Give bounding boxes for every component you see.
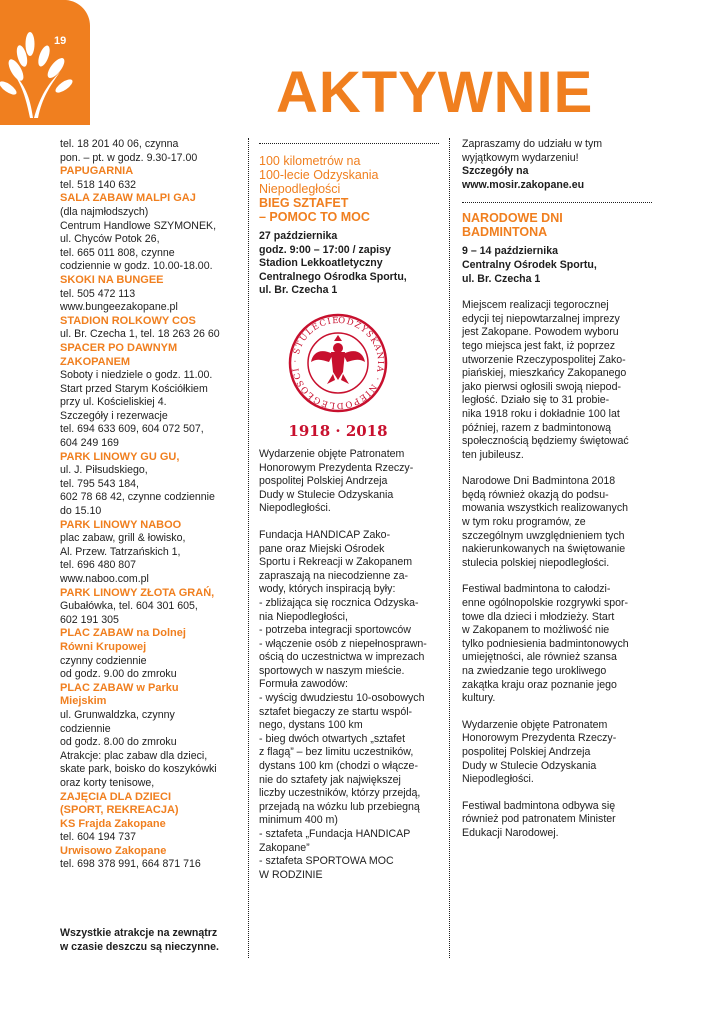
paragraph-line: - potrzeba integracji sportowców [259,624,411,637]
attraction-info: 604 249 169 [60,437,119,450]
badminton-description [462,286,652,840]
event-title [259,154,439,224]
attraction-name: KS Frajda Zakopane [60,817,166,830]
attraction-info: ul. Br. Czecha 1, tel. 18 263 26 60 [60,328,220,341]
attraction-info: Soboty i niedziele o godz. 11.00. [60,369,213,382]
event-detail-line: godz. 9:00 – 17:00 / zapisy [259,243,391,256]
attraction-info: tel. 696 480 807 [60,559,136,572]
badminton-title-line: NARODOWE DNI [462,211,563,226]
attraction-info: tel. 505 472 113 [60,287,136,300]
paragraph-line: nia Niepodległości, [259,610,348,623]
attraction-info: tel. 518 140 632 [60,178,136,191]
event-details [259,230,439,298]
paragraph-line: towe dla dzieci i młodzieży. Start [462,610,615,623]
details-label: Szczegóły na [462,165,529,178]
attraction-name: ZAKOPANEM [60,355,131,368]
attraction-info: pon. – pt. w godz. 9.30-17.00 [60,151,198,164]
paragraph-line: ległość. Działo się to 31 probie- [462,394,610,407]
paragraph-line: później, razem z badmintonową [462,421,611,434]
paragraph-line: Narodowe Dni Badmintona 2018 [462,475,616,488]
badminton-detail-line: 9 – 14 października [462,245,558,258]
attraction-name: SALA ZABAW MALPI GAJ [60,192,196,205]
paragraph-line: na zwiedzanie tego urokliwego [462,665,607,677]
paragraph-line: Festiwal badmintona odbywa się [462,799,616,812]
event-detail-line: Centralnego Ośrodka Sportu, [259,270,407,283]
paragraph-gap [462,462,652,475]
attraction-info: Gubałówka, tel. 604 301 605, [60,600,198,613]
paragraph-line: w tym roku programów, ze [462,516,586,529]
paragraph-line: enne ogólnopolskie rozgrywki spor- [462,597,629,610]
attraction-name: SPACER PO DAWNYM [60,341,178,354]
attraction-info: ul. Chyców Potok 26, [60,233,160,246]
paragraph-line: edycji tej niepowtarzalnej imprezy [462,312,620,325]
paragraph-line: Wydarzenie objęte Patronatem [462,718,608,731]
paragraph-line: zapraszają na niecodzienne za- [259,569,408,582]
paragraph-line: pane oraz Miejski Ośrodek [259,542,385,555]
attraction-name: PLAC ZABAW na Dolnej [60,627,186,640]
paragraph-line: jako pierwsi ogłosili swoją niepod- [462,380,621,393]
attraction-info: Al. Przew. Tatrzańskich 1, [60,545,181,558]
paragraph-line: z flagą” – bez limitu uczestników, [259,746,414,759]
paragraph-line: jest Zakopane. Powodem wyboru [462,326,619,339]
event-detail-line: Stadion Lekkoatletyczny [259,257,383,270]
paragraph-line: sportowych w naszym mieście. [259,664,405,677]
paragraph-line: Honorowym Prezydenta Rzeczy- [259,461,414,474]
attraction-name: PARK LINOWY NABOO [60,518,182,531]
attraction-info: ul. Grunwaldzka, czynny [60,708,175,721]
event-detail-line: 27 października [259,230,338,242]
paragraph-line: Wydarzenie objęte Patronatem [259,447,405,460]
event-title-caps: – POMOC TO MOC [259,210,370,224]
attraction-info: tel. 665 011 808, czynne [60,246,175,259]
attraction-info: do 15.10 [60,505,102,518]
attraction-info: Start przed Starym Kościółkiem [60,382,208,395]
paragraph-line: - bieg dwóch otwartych „sztafet [259,732,406,745]
attraction-info: plac zabaw, grill & łowisko, [60,532,186,545]
paragraph-line: - włączenie osób z niepełnosprawn- [259,637,427,650]
attraction-name: PARK LINOWY ZŁOTA GRAŃ, [60,586,215,599]
paragraph-line: piańskiej, mieszkańcy Zakopanego [462,367,627,380]
col2-top-rule [259,143,439,144]
emblem-years: 1918 · 2018 [288,421,388,440]
website-link[interactable]: www.mosir.zakopane.eu [462,178,585,191]
paragraph-line: Niepodległości. [259,502,331,515]
badminton-details [462,245,652,286]
paragraph-line: nakierunkowanych na świętowanie [462,543,626,556]
attraction-info: Atrakcje: plac zabaw dla dzieci, [60,749,208,762]
paragraph-line: - sztafeta SPORTOWA MOC [259,855,394,868]
attraction-name: (SPORT, REKREACJA) [60,804,179,817]
event-title-line: Niepodległości [259,182,341,196]
paragraph-gap [462,787,652,800]
attraction-info: od godz. 8.00 do zmroku [60,736,177,749]
event-detail-line: ul. Br. Czecha 1 [259,284,338,297]
attraction-info: przy ul. Kościeliskiej 4. [60,396,167,409]
paragraph-line: ten jubileusz. [462,448,524,461]
column-divider-left [248,138,249,958]
attraction-name: PAPUGARNIA [60,165,134,178]
attraction-info: 602 191 305 [60,613,119,626]
attraction-info: (dla najmłodszych) [60,205,149,218]
attraction-info: tel. 795 543 184, [60,477,139,490]
paragraph-line: mowania wszystkich realizowanych [462,502,629,515]
rain-note [60,927,238,954]
attraction-info: tel. 18 201 40 06, czynna [60,138,179,150]
paragraph-line: W RODZINIE [259,868,323,881]
paragraph-line: - sztafeta „Fundacja HANDICAP [259,828,411,840]
paragraph-line: - zbliżająca się rocznica Odzyska- [259,596,419,609]
paragraph-line: szczególnym uwzględnieniem tych [462,529,625,542]
emblem-ring-text: ODZYSKANIA · NIEPODLEGŁOŚCI · STULECIE [290,315,386,411]
attraction-info: codziennie w godz. 10.00-18.00. [60,260,213,273]
paragraph-line: Niepodległości. [462,773,534,786]
attraction-info: od godz. 9.00 do zmroku [60,668,177,681]
attraction-info: tel. 604 194 737 [60,831,136,844]
paragraph-line: tylko podniesienia badmintonowych [462,637,629,650]
paragraph-line: liczby uczestników, którzy przejdą, [259,787,421,800]
attractions-column [60,138,238,872]
attraction-info: 602 78 68 42, czynne codziennie [60,491,215,504]
attraction-name: PLAC ZABAW w Parku [60,681,179,694]
event-title-line: 100-lecie Odzyskania [259,168,379,182]
paragraph-line: również pod patronatem Minister [462,813,616,826]
event-title-line: 100 kilometrów na [259,154,361,168]
attraction-info: www.naboo.com.pl [60,573,149,585]
corner-wheat-icon [0,0,90,125]
paragraph-line: umiejętności, ale również szansa [462,651,617,664]
paragraph-line: pospolitej Polskiej Andrzeja [259,475,388,488]
attraction-name: Miejskim [60,695,107,708]
attraction-info: Szczegóły i rezerwacje [60,409,168,422]
paragraph-line: - wyścig dwudziestu 10-osobowych [259,692,425,705]
paragraph-line: nika 1918 roku i dokładnie 100 lat [462,407,620,420]
attraction-name: Równi Krupowej [60,640,147,653]
paragraph-line: Festiwal badmintona to całodzi- [462,583,611,596]
attraction-name: STADION ROLKOWY COS [60,314,196,327]
paragraph-line: Miejscem realizacji tegorocznej [462,299,609,312]
page-number: 19 [54,35,67,47]
paragraph-line: wody, których inspiracją były: [259,583,396,596]
paragraph-line: dystans 100 km (chodzi o włącze- [259,760,418,773]
paragraph-line: Fundacja HANDICAP Zako- [259,528,391,541]
paragraph-line: Dudy w Stulecie Odzyskania [462,759,597,772]
relay-event-column [259,154,439,882]
paragraph-line: utworzenie Rzeczypospolitej Zako- [462,353,626,366]
paragraph-line: ością do uczestnictwa w imprezach [259,651,425,664]
paragraph-line: Formuła zawodów: [259,678,348,691]
paragraph-line: zakątka kraju oraz poznanie jego [462,678,617,691]
paragraph-line: kultury. [462,692,496,705]
paragraph-line: nego, dystans 100 km [259,719,363,732]
attraction-name: Urwisowo Zakopane [60,844,167,857]
attraction-info: oraz korty tenisowe, [60,776,155,789]
paragraph-line: Edukacji Narodowej. [462,826,559,839]
paragraph-line: przejadą na wózku lub przebiegną [259,800,420,813]
paragraph-line: Sportu i Rekreacji w Zakopanem [259,556,413,569]
paragraph-line: minimum 400 m) [259,814,338,827]
rain-note-line: w czasie deszczu są nieczynne. [60,940,219,953]
paragraph-line: Dudy w Stulecie Odzyskania [259,488,394,501]
invite-line: wyjątkowym wydarzeniu! [462,151,579,164]
attraction-info: codziennie [60,722,111,735]
paragraph-line: stulecia polskiej niepodległości. [462,556,610,569]
paragraph-line: w Zakopanem to możliwość nie [462,624,610,637]
attraction-info: tel. 698 378 991, 664 871 716 [60,858,201,871]
rain-note-line: Wszystkie atrakcje na zewnątrz [60,927,218,939]
attraction-info: czynny codziennie [60,654,147,667]
badminton-detail-line: Centralny Ośrodek Sportu, [462,258,597,271]
page-headline: AKTYWNIE [276,60,594,125]
paragraph-gap [462,706,652,719]
column-divider-right [449,138,450,958]
paragraph-line: sztafet biegaczy ze startu wspól- [259,705,413,718]
badminton-title [462,211,652,239]
badminton-column [462,138,652,841]
badminton-detail-line: ul. Br. Czecha 1 [462,272,541,285]
attraction-name: PARK LINOWY GU GU, [60,450,180,463]
attraction-name: SKOKI NA BUNGEE [60,273,164,286]
attraction-info: skate park, boisko do koszykówki [60,763,217,776]
paragraph-line: nie do sztafety jak największej [259,773,401,786]
event-title-caps: BIEG SZTAFET [259,196,349,210]
paragraph-line: społecznością będziemy świętować [462,435,629,448]
paragraph-line: pospolitej Polskiej Andrzeja [462,745,591,758]
paragraph-gap [462,286,652,299]
attraction-info: Centrum Handlowe SZYMONEK, [60,219,217,232]
paragraph-line: Zakopane” [259,841,310,854]
eagle-emblem-icon [283,308,393,442]
paragraph-gap [462,570,652,583]
attraction-info: ul. J. Piłsudskiego, [60,464,148,477]
paragraph-line: tego miejsca jest fakt, iż poprzez [462,339,616,352]
badminton-title-line: BADMINTONA [462,225,548,240]
attraction-info: tel. 694 633 609, 604 072 507, [60,423,204,436]
paragraph-line: będą również okazją do podsu- [462,488,609,501]
invite-line: Zapraszamy do udziału w tym [462,138,603,150]
section-rule [462,202,652,203]
paragraph-line: Honorowym Prezydenta Rzeczy- [462,732,617,745]
attraction-info: www.bungeezakopane.pl [60,301,178,314]
attraction-name: ZAJĘCIA DLA DZIECI [60,790,172,803]
paragraph-gap [259,516,439,529]
relay-description [259,448,439,882]
